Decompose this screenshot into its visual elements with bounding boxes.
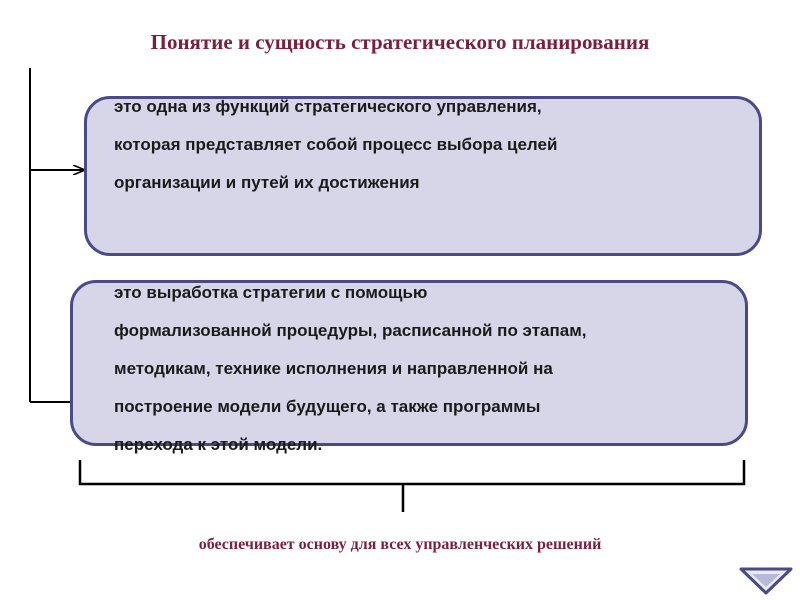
next-slide-triangle-icon[interactable] xyxy=(738,566,794,596)
bottom-brace xyxy=(80,460,744,512)
definition-text-1: это одна из функций стратегического управления, которая представляет собой процесс выбора целей организации и путей их достижения xyxy=(114,97,558,192)
slide-title: Понятие и сущность стратегического планирования xyxy=(150,30,650,54)
definition-text-2: это выработка стратегии с помощью формализованной процедуры, расписанной по этапам, методикам, технике исполнения и направленной на построение модели будущего, а также программы перехода к этой модели. xyxy=(114,283,587,454)
conclusion-text: обеспечивает основу для всех управленческих решений xyxy=(198,536,602,553)
